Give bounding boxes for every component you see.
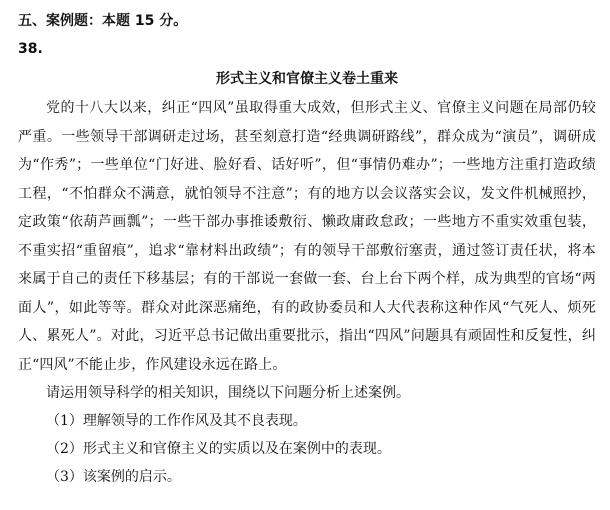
- sub-question-1: （1）理解领导的工作作风及其不良表现。: [46, 413, 307, 429]
- question-prompt: 请运用领导科学的相关知识，围绕以下问题分析上述案例。: [46, 385, 410, 401]
- question-number: 38.: [18, 41, 43, 57]
- case-title: 形式主义和官僚主义卷土重来: [216, 71, 398, 87]
- sub-question-2: （2）形式主义和官僚主义的实质以及在案例中的表现。: [46, 441, 391, 457]
- section-heading: 五、案例题：本题 15 分。: [18, 13, 188, 29]
- case-body-paragraph: 党的十八大以来，纠正“四风”虽取得重大成效，但形式主义、官僚主义问题在局部仍较严重。一些领导干部调研走过场，甚至刻意打造“经典调研路线”，群众成为“演员”，调研成为“作秀”；一些单位“门好进、脸好看、话好听”，但“事情仍难办”；一些地方注重打造政绩工程，“不怕群众不满意，就怕领导不注意”；有的地方以会议落实会议，发文件机械照抄，定政策“依葫芦画瓢”；一些干部办事推诿敷衍、懒政庸政怠政；一些地方不重实效重包装，不重实招“重留痕”，追求“靠材料出政绩”；有的领导干部敷衍塞责，通过签订责任状，将本来属于自己的责任下移基层；有的干部说一套做一套、台上台下两个样，成为典型的官场“两面人”，如此等等。群众对此深恶痛绝，有的政协委员和人大代表称这种作风“气死人、烦死人、累死人”。对此，习近平总书记做出重要批示，指出“四风”问题具有顽固性和反复性，纠正“四风”不能止步，作风建设永远在路上。: [18, 100, 596, 373]
- sub-question-3: （3）该案例的启示。: [46, 469, 181, 485]
